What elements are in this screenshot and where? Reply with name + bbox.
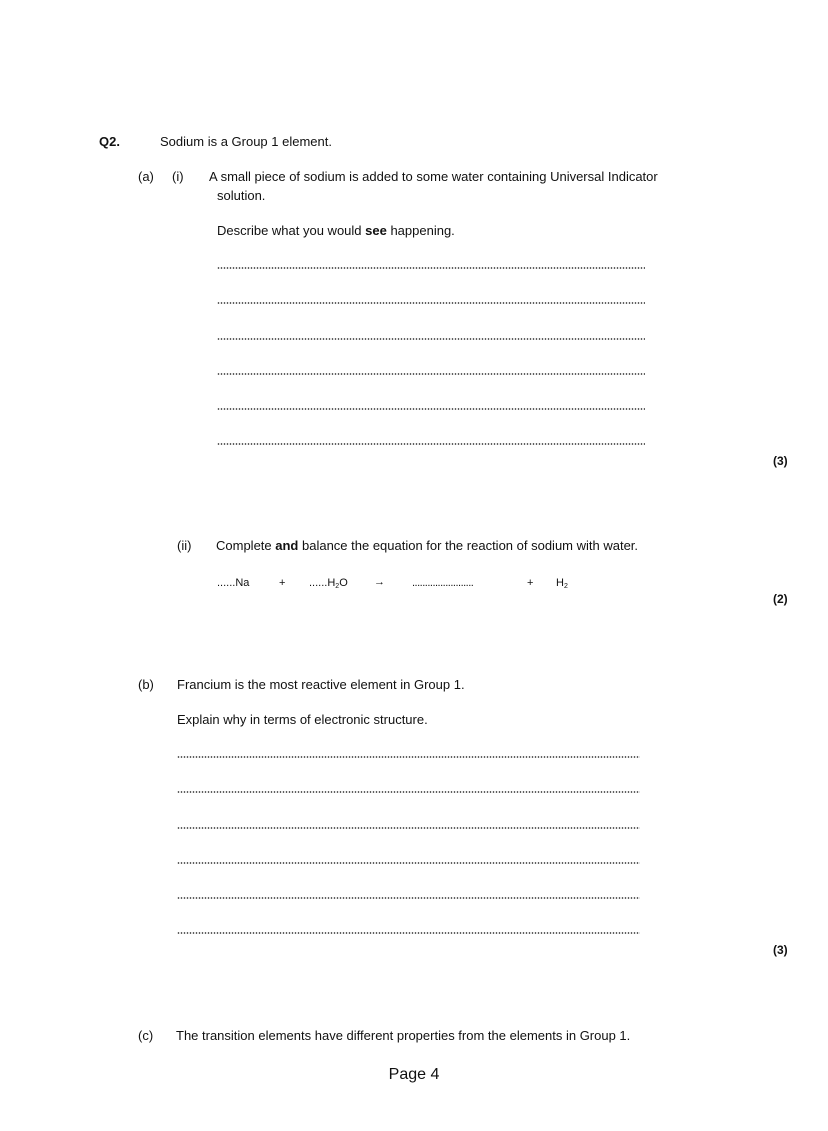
question-intro: Sodium is a Group 1 element. bbox=[160, 134, 332, 149]
answer-line[interactable] bbox=[217, 338, 645, 340]
equation-arrow: → bbox=[374, 576, 385, 588]
instruction-pre: Describe what you would bbox=[217, 223, 366, 238]
page-number: Page 4 bbox=[388, 1066, 440, 1083]
h2o-pre: ......H bbox=[309, 577, 336, 589]
h2o-post: O bbox=[339, 577, 348, 589]
question-number: Q2. bbox=[99, 134, 120, 149]
answer-line[interactable] bbox=[217, 443, 645, 445]
marks-b: (3) bbox=[773, 943, 788, 957]
marks-a-ii: (2) bbox=[773, 592, 788, 606]
equation-h2o[interactable] bbox=[309, 575, 348, 595]
part-a-i-text-line1: A small piece of sodium is added to some water containing Universal Indicator bbox=[209, 169, 658, 184]
part-a-i-instruction bbox=[217, 223, 455, 239]
equation-h2 bbox=[556, 575, 568, 595]
part-a-ii-label: (ii) bbox=[177, 538, 192, 553]
answer-line[interactable] bbox=[217, 408, 645, 410]
ii-text-post: balance the equation for the reaction of sodium with water. bbox=[298, 538, 639, 553]
part-a-label: (a) bbox=[138, 169, 154, 184]
answer-line[interactable] bbox=[177, 932, 640, 934]
part-c-label: (c) bbox=[138, 1028, 154, 1043]
part-a-ii-text bbox=[216, 538, 638, 554]
answer-line[interactable] bbox=[177, 791, 640, 793]
part-a-i-label: (i) bbox=[172, 169, 184, 184]
equation-plus-1: + bbox=[279, 577, 286, 589]
h2o-sub: 2 bbox=[335, 583, 340, 590]
part-b-text-line1: Francium is the most reactive element in Group 1. bbox=[177, 677, 465, 692]
h2-pre: H bbox=[556, 577, 564, 589]
ii-text-pre: Complete bbox=[216, 538, 276, 553]
equation-plus-2: + bbox=[527, 577, 534, 589]
marks-a-i: (3) bbox=[773, 454, 788, 468]
answer-line[interactable] bbox=[177, 756, 640, 758]
equation-na[interactable]: ......Na bbox=[217, 577, 250, 589]
h2-sub: 2 bbox=[563, 583, 568, 590]
equation-product-blank[interactable]: ........................ bbox=[412, 577, 474, 589]
answer-line[interactable] bbox=[217, 302, 645, 304]
answer-line[interactable] bbox=[177, 827, 640, 829]
answer-line[interactable] bbox=[217, 267, 645, 269]
instruction-post: happening. bbox=[386, 223, 455, 238]
answer-line[interactable] bbox=[177, 897, 640, 899]
instruction-bold: see bbox=[365, 223, 387, 238]
ii-text-bold: and bbox=[275, 538, 299, 553]
answer-line[interactable] bbox=[217, 373, 645, 375]
answer-line[interactable] bbox=[177, 862, 640, 864]
part-b-text-line2: Explain why in terms of electronic structure. bbox=[177, 712, 428, 727]
part-a-i-text-line2: solution. bbox=[217, 188, 266, 203]
part-b-label: (b) bbox=[138, 677, 154, 692]
part-c-text: The transition elements have different properties from the elements in Group 1. bbox=[176, 1028, 631, 1043]
